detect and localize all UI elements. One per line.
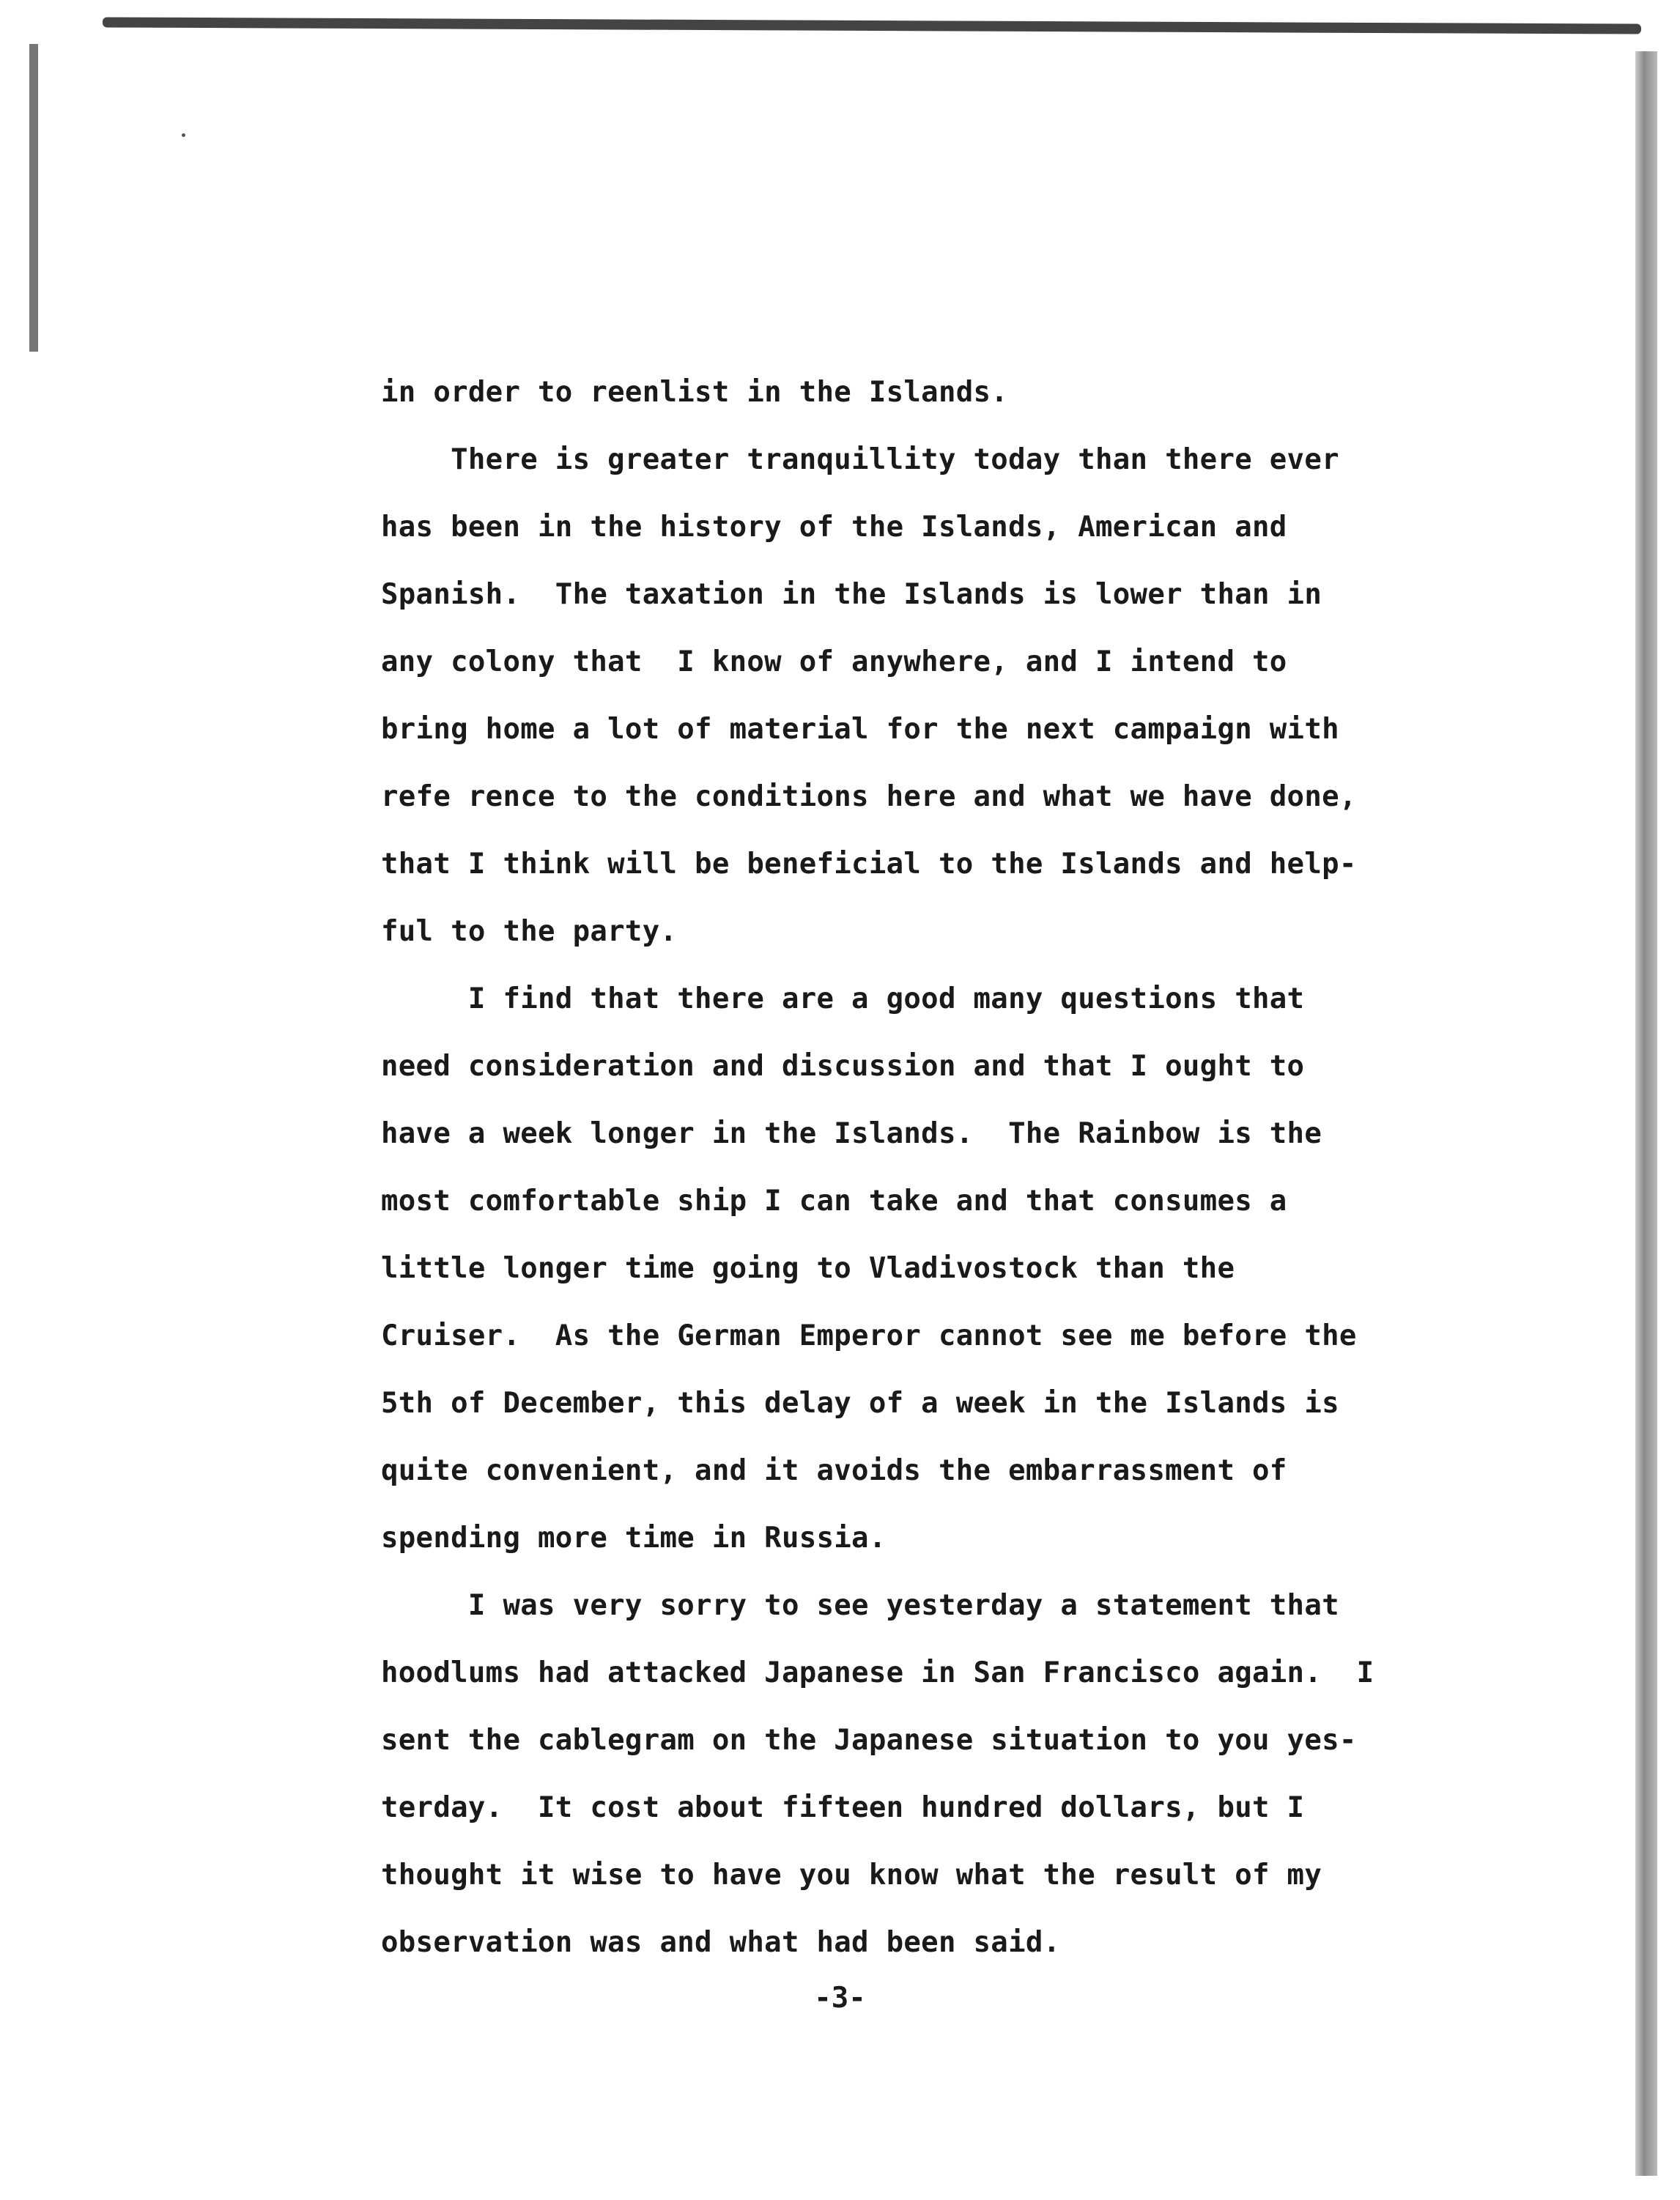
text-line: observation was and what had been said. (381, 1926, 1061, 1959)
text-line: has been in the history of the Islands, American and (381, 511, 1287, 544)
text-line: most comfortable ship I can take and that consumes a (381, 1185, 1287, 1218)
paragraph-3 (381, 966, 1495, 1572)
text-line: any colony that I know of anywhere, and I intend to (381, 645, 1287, 678)
text-line: thought it wise to have you know what the result of my (381, 1859, 1322, 1892)
text-line: spending more time in Russia. (381, 1522, 887, 1555)
paragraph-2 (381, 426, 1495, 966)
text-line: I was very sorry to see yesterday a statement that (381, 1589, 1339, 1622)
paragraph-1 (381, 359, 1495, 426)
text-line: ful to the party. (381, 915, 678, 948)
paragraph-4 (381, 1572, 1495, 1977)
page-edge-top (103, 17, 1641, 34)
text-line: refe rence to the conditions here and what we have done, (381, 780, 1357, 813)
text-line: I find that there are a good many questions that (381, 982, 1305, 1015)
text-line: sent the cablegram on the Japanese situation to you yes- (381, 1724, 1357, 1757)
text-line: quite convenient, and it avoids the embarrassment of (381, 1454, 1287, 1487)
page-edge-left (29, 44, 38, 352)
text-line: in order to reenlist in the Islands. (381, 376, 1009, 409)
text-line: terday. It cost about fifteen hundred dollars, but I (381, 1791, 1305, 1824)
text-line: that I think will be beneficial to the Islands and help- (381, 848, 1357, 881)
text-line: There is greater tranquillity today than there ever (381, 443, 1339, 476)
text-line: Cruiser. As the German Emperor cannot see me before the (381, 1319, 1357, 1352)
text-line: 5th of December, this delay of a week in the Islands is (381, 1387, 1339, 1420)
text-line: little longer time going to Vladivostock than the (381, 1252, 1235, 1285)
text-line: bring home a lot of material for the next campaign with (381, 713, 1339, 746)
page-number: -3- (814, 1982, 866, 2015)
letter-body (381, 359, 1495, 1977)
page-edge-right (1635, 51, 1657, 2176)
text-line: have a week longer in the Islands. The Rainbow is the (381, 1117, 1322, 1150)
text-line: hoodlums had attacked Japanese in San Francisco again. I (381, 1656, 1374, 1689)
dust-speck (182, 133, 185, 137)
text-line: need consideration and discussion and that I ought to (381, 1050, 1305, 1083)
text-line: Spanish. The taxation in the Islands is lower than in (381, 578, 1322, 611)
